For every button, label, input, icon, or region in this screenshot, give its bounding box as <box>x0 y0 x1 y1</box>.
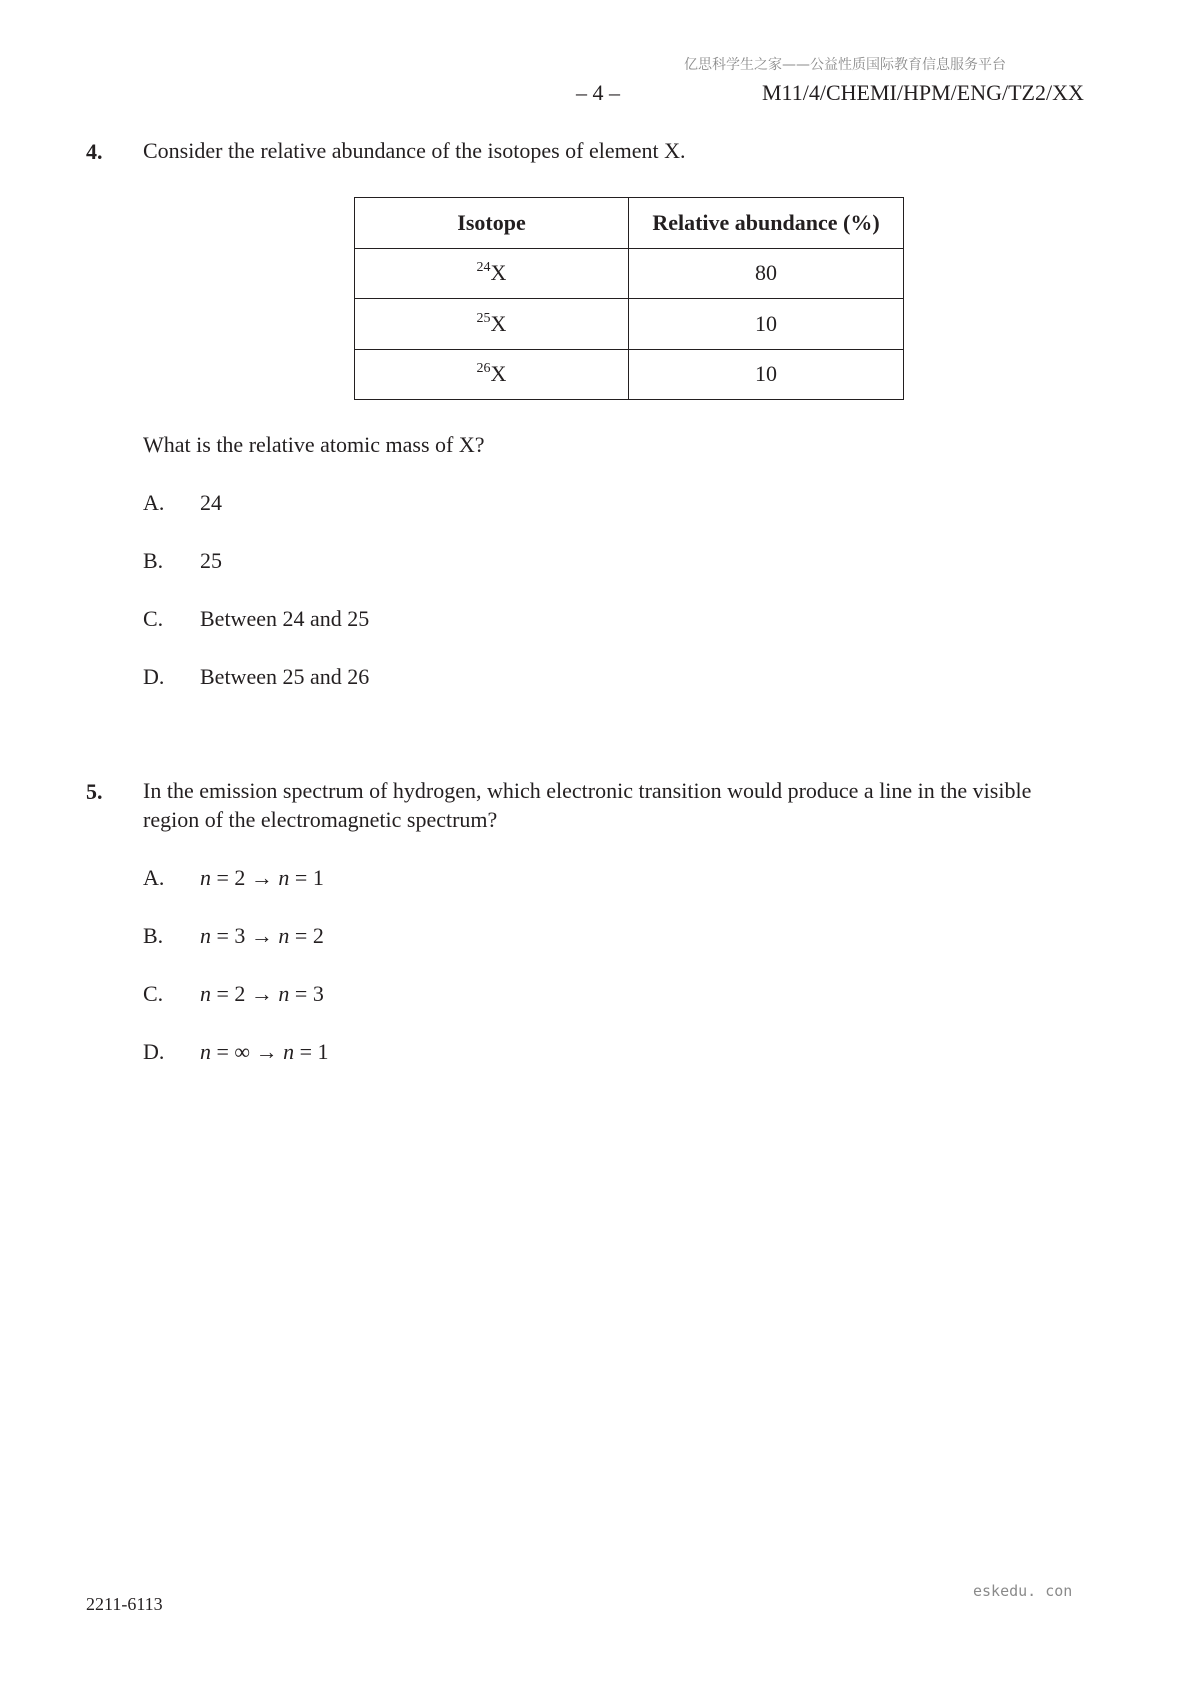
table-row <box>355 248 904 299</box>
q5-option-c-transition: n = 2 → n = 3 <box>200 981 324 1006</box>
q5-option-a-transition: n = 2 → n = 1 <box>200 865 324 890</box>
mass-number: 26 <box>476 361 491 377</box>
arrow-icon: → <box>255 1039 278 1064</box>
q5-option-d-transition: n = ∞ → n = 1 <box>200 1039 329 1064</box>
to-level: 1 <box>312 865 324 890</box>
q4-option-a-text: 24 <box>200 490 222 515</box>
q5-option-a-letter: A. <box>143 865 165 890</box>
quantum-number-var: n <box>200 1039 211 1064</box>
header-relative-abundance: Relative abundance (%) <box>629 198 904 249</box>
question-4-prompt: Consider the relative abundance of the isotopes of element X. <box>143 138 686 163</box>
from-level: 3 <box>234 923 246 948</box>
q5-option-d-letter: D. <box>143 1039 165 1064</box>
arrow-icon: → <box>250 865 273 890</box>
isotope-cell <box>355 248 629 299</box>
isotope-table <box>354 197 904 400</box>
quantum-number-var: n <box>200 923 211 948</box>
q5-option-b-letter: B. <box>143 923 164 948</box>
quantum-number-var: n <box>278 923 290 948</box>
watermark-bottom: eskedu. con <box>973 1582 1073 1600</box>
q4-option-a-letter: A. <box>143 490 165 515</box>
abundance-cell: 10 <box>629 299 904 350</box>
q5-option-c-letter: C. <box>143 981 164 1006</box>
q4-option-b-text: 25 <box>200 548 222 573</box>
header-isotope: Isotope <box>355 198 629 249</box>
document-serial: 2211-6113 <box>86 1594 163 1614</box>
quantum-number-var: n <box>283 1039 295 1064</box>
to-level: 2 <box>312 923 324 948</box>
isotope-cell <box>355 299 629 350</box>
element-symbol: X <box>490 260 507 286</box>
table-header-row <box>355 198 904 249</box>
from-level: 2 <box>234 981 246 1006</box>
q5-option-b-transition: n = 3 → n = 2 <box>200 923 324 948</box>
question-4-question: What is the relative atomic mass of X? <box>143 432 485 457</box>
to-level: 3 <box>312 981 324 1006</box>
element-symbol: X <box>490 310 507 336</box>
quantum-number-var: n <box>200 865 211 890</box>
abundance-cell: 10 <box>629 349 904 400</box>
abundance-cell: 80 <box>629 248 904 299</box>
quantum-number-var: n <box>278 865 290 890</box>
q4-option-d-text: Between 25 and 26 <box>200 664 370 689</box>
quantum-number-var: n <box>200 981 211 1006</box>
question-5-prompt-line2: region of the electromagnetic spectrum? <box>143 807 498 832</box>
page-number: – 4 – <box>576 80 620 105</box>
q4-option-b-letter: B. <box>143 548 164 573</box>
q4-option-d-letter: D. <box>143 664 165 689</box>
arrow-icon: → <box>250 981 273 1006</box>
question-5-number: 5. <box>86 779 103 804</box>
quantum-number-var: n <box>278 981 290 1006</box>
exam-code: M11/4/CHEMI/HPM/ENG/TZ2/XX <box>762 80 1084 105</box>
mass-number: 24 <box>476 260 491 276</box>
question-5-prompt-line1: In the emission spectrum of hydrogen, which electronic transition would produce a line in the visible <box>143 778 1032 803</box>
to-level: 1 <box>317 1039 329 1064</box>
isotope-cell <box>355 349 629 400</box>
table-row <box>355 299 904 350</box>
question-4-number: 4. <box>86 139 103 164</box>
element-symbol: X <box>490 361 507 387</box>
mass-number: 25 <box>476 310 491 326</box>
from-level: ∞ <box>234 1039 251 1064</box>
q4-option-c-letter: C. <box>143 606 164 631</box>
watermark-top: 亿思科学生之家——公益性质国际教育信息服务平台 <box>684 57 1006 73</box>
arrow-icon: → <box>250 923 273 948</box>
q4-option-c-text: Between 24 and 25 <box>200 606 370 631</box>
table-row <box>355 349 904 400</box>
from-level: 2 <box>234 865 246 890</box>
